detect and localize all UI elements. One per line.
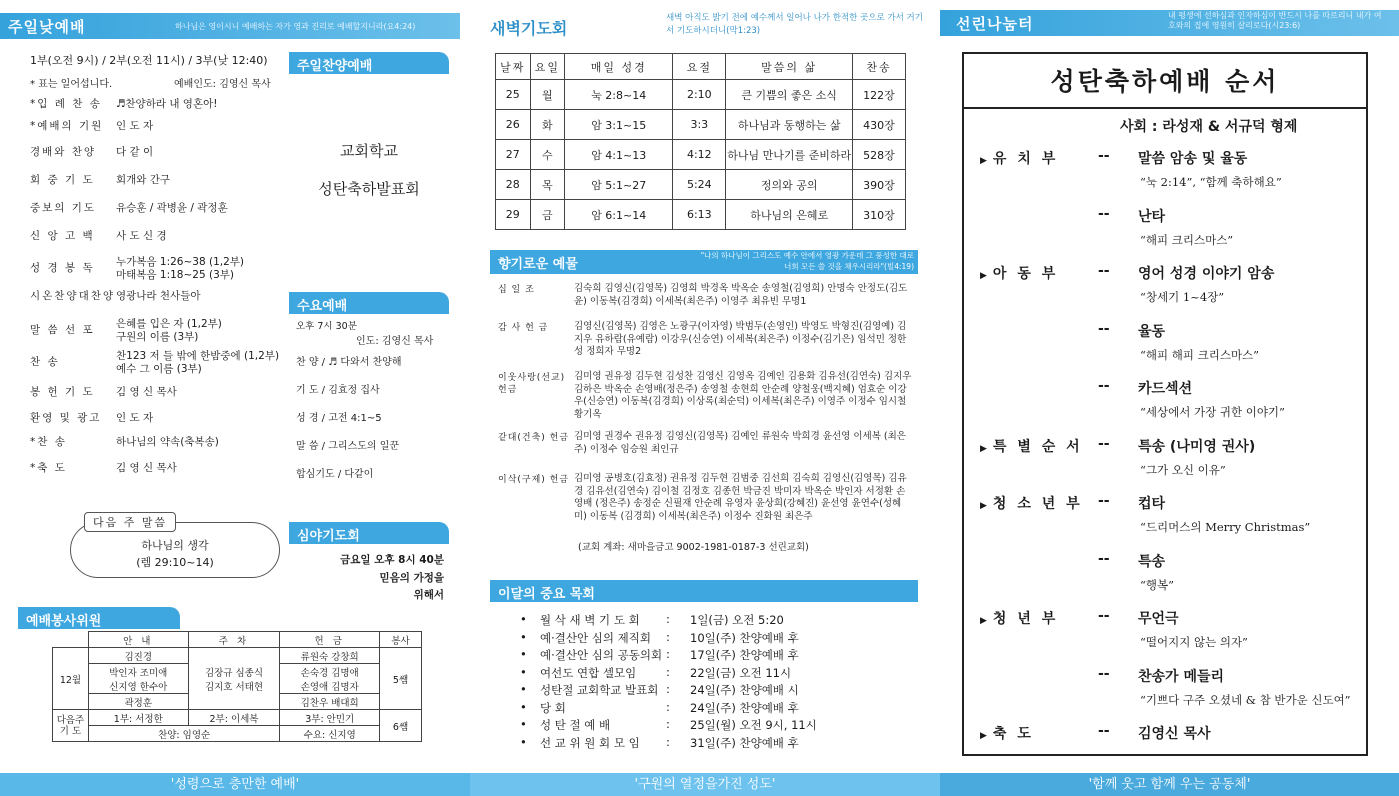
count-1: 5쌤 (380, 648, 422, 710)
dawn-cell: 122장 (852, 80, 905, 110)
event-name: 예·결산안 심의 공동의회 (540, 648, 663, 662)
program-dash: -- (1098, 320, 1110, 337)
dawn-cell: 430장 (852, 110, 905, 140)
parking-2: 김지호 서태현 (204, 681, 264, 693)
church-account: (교회 계좌: 새마을금고 9002-1981-0187-3 선린교회) (578, 542, 809, 553)
dawn-header: 매일 성경 (565, 54, 673, 80)
wednesday-item: 찬 양 / ♬ 다와서 찬양해 (296, 357, 402, 368)
dawn-cell: 암 6:1~14 (565, 200, 673, 230)
event-bullet: • (520, 717, 527, 731)
dawn-cell: 큰 기쁨의 좋은 소식 (726, 80, 853, 110)
event-bullet: • (520, 612, 527, 626)
dawn-row (496, 170, 906, 200)
program-title: 컵타 (1138, 496, 1166, 512)
footer-left: '성령으로 충만한 예배' (0, 773, 470, 796)
wed-duty: 수요: 신지영 (280, 726, 380, 742)
praise-duty: 찬양: 임영순 (88, 726, 279, 742)
order-label: *찬 송 (30, 436, 67, 448)
triangle-icon: ▶ (980, 616, 987, 626)
event-name: 성 탄 절 예 배 (540, 718, 611, 732)
dawn-cell: 390장 (852, 170, 905, 200)
offering-2-cell (280, 664, 380, 694)
order-label: 성 경 봉 독 (30, 262, 95, 274)
event-bullet: • (520, 699, 527, 714)
program-title: 영어 성경 이야기 암송 (1138, 266, 1275, 282)
program-sub: “창세기 1~4장” (1140, 290, 1225, 304)
event-bullet: • (520, 647, 527, 661)
offering-4: 김찬우 배대희 (280, 694, 380, 710)
left-verse: 하나님은 영이시니 예배하는 자가 영과 진리로 예배할지니라(요4:24) (175, 22, 416, 31)
wednesday-item: 합심기도 / 다같이 (296, 469, 374, 480)
program-dash: -- (1098, 435, 1110, 452)
dawn-cell: 금 (530, 200, 565, 230)
dawn-cell: 6:13 (673, 200, 726, 230)
dawn-cell: 하나님의 은혜로 (726, 200, 853, 230)
program-title: 찬송가 메들리 (1138, 668, 1225, 685)
program-title: 말씀 암송 및 율동 (1138, 151, 1248, 167)
event-bullet: • (520, 734, 527, 749)
dawn-cell: 2:10 (673, 80, 726, 110)
offering-label: 감 사 헌 금 (498, 323, 549, 333)
wednesday-item: 기 도 / 김효정 집사 (296, 385, 380, 396)
month-label: 12월 (53, 648, 89, 710)
dawn-row (496, 80, 906, 110)
next-week-title: 하나님의 생각 (141, 539, 209, 552)
program-dash: -- (1098, 723, 1110, 739)
prayer-1: 1부: 서정한 (88, 710, 188, 726)
dawn-prayer-table (495, 53, 906, 230)
wednesday-leader: 인도: 김영신 목사 (356, 336, 434, 347)
program-title: 성탄축하예배 순서 (964, 55, 1366, 109)
count-2: 6쌤 (380, 710, 422, 742)
program-dept-label: 청 년 부 (992, 611, 1059, 627)
program-sub: “드리머스의 Merry Christmas” (1140, 520, 1311, 534)
order-value: 하나님의 약속(축복송) (116, 436, 219, 448)
program-dash: -- (1098, 665, 1110, 682)
event-date: 25일(월) 오전 9시, 11시 (690, 718, 817, 732)
dawn-row (496, 110, 906, 140)
event-colon: : (666, 682, 670, 696)
dawn-cell: 4:12 (673, 140, 726, 170)
next-week-ref: (렘 29:10~14) (136, 556, 214, 569)
guide-2: 박인자 조미애 (109, 667, 168, 679)
triangle-icon: ▶ (980, 731, 987, 741)
events-list (520, 612, 920, 762)
offering-names: 김미영 권경수 권유정 김영신(김영목) 김예인 류원숙 박희경 윤선영 이세복 (최은주) 이정수 임승원 최인규 (574, 431, 906, 455)
parking-cell (188, 648, 280, 710)
dawn-cell: 하나님과 동행하는 삶 (726, 110, 853, 140)
service-committee-table (52, 631, 422, 742)
dawn-header: 요절 (673, 54, 726, 80)
offering-label: 십 일 조 (498, 285, 535, 295)
program-dept-label: 청 소 년 부 (992, 496, 1083, 512)
event-name: 성탄절 교회학교 발표회 (540, 683, 659, 697)
event-name: 여선도 연합 셀모임 (540, 665, 637, 680)
event-date: 24일(주) 찬양예배 시 (690, 683, 799, 697)
dawn-cell: 528장 (852, 140, 905, 170)
header-parking: 주 차 (188, 632, 280, 648)
event-colon: : (666, 734, 670, 749)
triangle-icon: ▶ (980, 156, 987, 166)
wednesday-items (296, 356, 456, 496)
left-title: 주일낮예배 (8, 18, 86, 36)
wednesday-item: 성 경 / 고전 4:1~5 (296, 413, 382, 424)
program-dash: -- (1098, 148, 1110, 164)
event-bullet: • (520, 682, 527, 696)
praise-line-2: 성탄축하발표회 (318, 180, 420, 198)
night-line-3: 위해서 (413, 589, 444, 601)
order-value: 찬123 저 들 밖에 한밤중에 (1,2부) (116, 350, 280, 362)
program-dash: -- (1098, 205, 1110, 222)
dawn-header: 날짜 (496, 54, 531, 80)
prayer-3: 3부: 안민기 (280, 710, 380, 726)
program-title: 특송 (1138, 553, 1166, 570)
order-value: 다 같 이 (116, 146, 154, 158)
program-sub: “떨어지지 않는 의자” (1140, 635, 1248, 649)
triangle-icon: ▶ (980, 501, 987, 511)
next-week-prayer-label: 다음주 기 도 (53, 710, 89, 742)
program-dash: -- (1098, 493, 1110, 509)
order-value: 은혜를 입은 자 (1,2부) (116, 318, 222, 330)
offering-names: 김영신(김영목) 김영은 노광구(이자영) 박범두(손영인) 박영도 박형진(김영예) 김지우 유하람(유예람) 이강우(신승연) 이세복(최은주) 이정수(김기은) 임석민 정한성 정희자 무명2 (574, 321, 907, 357)
order-label: 경배와 찬양 (30, 146, 97, 158)
offering-2: 손숙경 김명애 (300, 667, 359, 679)
program-dept-label: 축 도 (992, 726, 1034, 742)
event-date: 24일(주) 찬양예배 후 (690, 700, 799, 715)
dawn-cell: 26 (496, 110, 531, 140)
program-sub: “기쁘다 구주 오셨네 & 참 반가운 신도여” (1140, 692, 1351, 707)
mid-verse: 새벽 아직도 밝기 전에 예수께서 일어나 나가 한적한 곳으로 가서 거기서 기도하시더니(막1:23) (666, 13, 923, 36)
program-title: 특송 (나미영 권사) (1138, 438, 1256, 455)
offering-label: 같대(건축) 헌금 (498, 433, 570, 443)
program-title: 김영신 목사 (1138, 726, 1211, 742)
order-value: 회개와 간구 (116, 174, 171, 186)
program-title: 카드섹션 (1138, 381, 1193, 397)
program-dept (980, 148, 1058, 168)
dawn-cell: 암 3:1~15 (565, 110, 673, 140)
offering-names: 김미영 권유정 김두현 김성찬 김영신 김영옥 김예인 김용화 김유선(김연숙) 김지우 김하은 박옥순 손영배(정은주) 송영철 송현희 안순례 양철웅(백지혜) 엄효순 이강우(신승연) 이동복(김경희) 이상록(최순덕) 이세복(최은주) 이영주 이정수 임시철 황기옥 (574, 371, 912, 420)
dawn-cell: 5:24 (673, 170, 726, 200)
footer-mid: '구원의 열정을가진 성도' (470, 773, 940, 796)
events-header: 이달의 중요 목회 (490, 580, 918, 602)
order-value: 누가복음 1:26~38 (1,2부) (116, 256, 245, 268)
offering-verse: "나의 하나님이 그리스도 예수 안에서 영광 가운데 그 풍성한 대로 너희 모든 쓸 것을 채우시리라"(빌4:19) (700, 251, 914, 271)
guide-2-cell (88, 664, 188, 694)
program-dept-label: 특 별 순 서 (992, 438, 1083, 455)
guide-3: 신지영 한수아 (109, 681, 168, 693)
order-value: 인 도 자 (116, 120, 154, 132)
mid-title: 새벽기도회 (490, 19, 568, 38)
program-sub: “세상에서 가장 귀한 이야기” (1140, 405, 1285, 419)
offering-list (498, 283, 928, 543)
order-label: 환영 및 광고 (30, 412, 102, 424)
order-value-2: 예수 그 이름 (3부) (116, 363, 202, 375)
dawn-cell: 눅 2:8~14 (565, 80, 673, 110)
dawn-cell: 27 (496, 140, 531, 170)
program-sub: “해피 해피 크리스마스” (1140, 347, 1260, 362)
event-colon: : (666, 664, 670, 679)
dawn-cell: 25 (496, 80, 531, 110)
event-name: 선 교 위 원 회 모 임 (540, 735, 640, 750)
order-value: 김 영 신 목사 (116, 386, 177, 398)
program-title: 무언극 (1138, 611, 1179, 627)
right-title: 선린나눔터 (956, 15, 1034, 33)
dawn-cell: 암 5:1~27 (565, 170, 673, 200)
parking-1: 김장규 심종식 (204, 667, 264, 679)
order-value: 영광나라 천사들아 (116, 290, 201, 302)
praise-service-header: 주일찬양예배 (289, 52, 449, 74)
program-sub: “눅 2:14”, “함께 축하해요” (1140, 175, 1282, 189)
order-value: 김 영 신 목사 (116, 462, 177, 474)
event-name: 예·결산안 심의 제직회 (540, 630, 651, 645)
program-dept-label: 유 치 부 (992, 151, 1059, 167)
offering-label: 이웃사랑(선교) 헌금 (498, 373, 566, 395)
program-sub: “그가 오신 이유” (1140, 462, 1226, 477)
night-line-1: 금요일 오후 8시 40분 (340, 554, 444, 566)
order-value-2: 구원의 이름 (3부) (116, 331, 199, 343)
triangle-icon: ▶ (980, 443, 987, 454)
program-dept (980, 436, 1083, 456)
dawn-cell: 28 (496, 170, 531, 200)
offering-header: 향기로운 예물 (490, 250, 918, 274)
event-date: 1일(금) 오전 5:20 (690, 613, 784, 627)
order-label: 봉 헌 기 도 (30, 386, 95, 398)
event-name: 당 회 (540, 700, 566, 715)
dawn-body (496, 80, 906, 230)
left-header-band (0, 13, 460, 39)
event-bullet: • (520, 664, 527, 679)
dawn-cell: 화 (530, 110, 565, 140)
service-times: 1부(오전 9시) / 2부(오전 11시) / 3부(낮 12:40) (30, 54, 268, 67)
program-host: 사회 : 라성재 & 서규덕 형제 (1120, 119, 1298, 135)
event-date: 10일(주) 찬양예배 후 (690, 630, 799, 645)
event-colon: : (666, 629, 670, 644)
header-guide: 안 내 (88, 632, 188, 648)
order-value-2: 마태복음 1:18~25 (3부) (116, 269, 235, 281)
dawn-header: 요일 (530, 54, 565, 80)
dawn-head (496, 54, 906, 80)
night-prayer-header: 심야기도회 (289, 522, 449, 544)
dawn-cell: 하나님 만나기를 준비하라 (726, 140, 853, 170)
dawn-cell: 3:3 (673, 110, 726, 140)
worship-order (30, 98, 290, 488)
order-value: ♬찬양하라 내 영혼아! (116, 98, 218, 110)
wednesday-item: 말 씀 / 그리스도의 일꾼 (296, 441, 400, 452)
dawn-cell: 목 (530, 170, 565, 200)
order-label: 회 중 기 도 (30, 174, 95, 186)
dawn-cell: 월 (530, 80, 565, 110)
program-title: 난타 (1138, 208, 1166, 225)
program-dept (980, 608, 1058, 628)
order-label: 찬 송 (30, 356, 60, 368)
event-colon: : (666, 647, 670, 661)
event-date: 17일(주) 찬양예배 후 (690, 648, 799, 662)
standing-note: * 표는 일어섭니다. (30, 79, 113, 90)
triangle-icon: ▶ (980, 271, 987, 281)
event-name: 월 삭 새 벽 기 도 회 (540, 613, 640, 627)
program-dash: -- (1098, 263, 1110, 279)
dawn-row (496, 200, 906, 230)
program-dash: -- (1098, 378, 1110, 394)
offering-names: 김미영 공병호(김효정) 권유정 김두현 김범중 김선희 김숙희 김영신(김영목) 김유경 김유선(김연숙) 김이철 김정호 김종헌 박금진 박미자 박옥순 박인자 서정환 손영배 (정은주) 송정순 신필재 안순례 유영자 윤상희(강혜진) 윤선영 윤연수(성혜미) 이동복 (김경희) 이세복(최은주) 이정수 진화원 최은주 (574, 473, 907, 522)
worship-leader: 예배인도: 김영신 목사 (174, 79, 271, 90)
event-colon: : (666, 717, 670, 731)
offering-3: 손영애 김명자 (300, 681, 359, 693)
wednesday-time: 오후 7시 30분 (296, 321, 357, 332)
service-committee-header: 예배봉사위원 (18, 607, 180, 629)
order-label: *입 례 찬 송 (30, 98, 102, 110)
dawn-row (496, 140, 906, 170)
event-colon: : (666, 699, 670, 714)
dawn-header: 찬송 (852, 54, 905, 80)
program-dept (980, 723, 1034, 743)
event-date: 22일(금) 오전 11시 (690, 665, 792, 680)
order-label: 시온찬양대찬양 (30, 290, 116, 302)
prayer-2: 2부: 이세복 (188, 710, 280, 726)
program-sub: “행복” (1140, 577, 1174, 592)
offering-label: 이삭(구제) 헌금 (498, 475, 570, 485)
program-list (980, 140, 1360, 750)
footer-right: '함께 웃고 함께 우는 공동체' (940, 773, 1399, 796)
header-offering: 헌 금 (280, 632, 380, 648)
guide-4: 곽정훈 (88, 694, 188, 710)
program-dept-label: 아 동 부 (992, 266, 1059, 282)
dawn-header: 말씀의 삶 (726, 54, 853, 80)
offering-1: 류원숙 강창희 (280, 648, 380, 664)
praise-line-1: 교회학교 (340, 142, 398, 160)
order-label: 신 앙 고 백 (30, 230, 95, 242)
program-dash: -- (1098, 608, 1110, 624)
program-dept (980, 493, 1083, 513)
program-dept (980, 263, 1058, 283)
guide-1: 김진경 (88, 648, 188, 664)
right-verse: 내 평생에 선하심과 인자하심이 반드시 나를 따르리니 내가 여호와의 집에 영원히 살리로다(시23:6) (1168, 11, 1382, 30)
order-value: 사 도 신 경 (116, 230, 167, 242)
program-title: 율동 (1138, 323, 1166, 340)
order-value: 인 도 자 (116, 412, 154, 424)
program-sub: “해피 크리스마스” (1140, 232, 1234, 247)
next-week-label: 다음 주 말씀 (84, 512, 176, 532)
program-dash: -- (1098, 550, 1110, 567)
event-date: 31일(주) 찬양예배 후 (690, 735, 799, 750)
dawn-cell: 310장 (852, 200, 905, 230)
wednesday-service-header: 수요예배 (289, 292, 449, 314)
event-bullet: • (520, 629, 527, 644)
header-count: 봉사 (380, 632, 422, 648)
offering-names: 김숙희 김영신(김영목) 김영희 박경옥 박옥순 송영철(김영희) 안명숙 안정도(김도윤) 이동복(김경희) 이세복(최은주) 이영주 최유빈 무명1 (574, 283, 908, 307)
right-header-band (940, 10, 1399, 36)
order-label: 중보의 기도 (30, 202, 97, 214)
order-value: 유승훈 / 곽병윤 / 곽정훈 (116, 202, 228, 214)
dawn-cell: 정의와 공의 (726, 170, 853, 200)
dawn-cell: 29 (496, 200, 531, 230)
order-label: *예배의 기원 (30, 120, 104, 132)
order-label: *축 도 (30, 462, 67, 474)
night-line-2: 믿음의 가정을 (379, 572, 444, 584)
dawn-cell: 암 4:1~13 (565, 140, 673, 170)
event-colon: : (666, 612, 670, 626)
dawn-cell: 수 (530, 140, 565, 170)
order-label: 말 씀 선 포 (30, 324, 95, 336)
